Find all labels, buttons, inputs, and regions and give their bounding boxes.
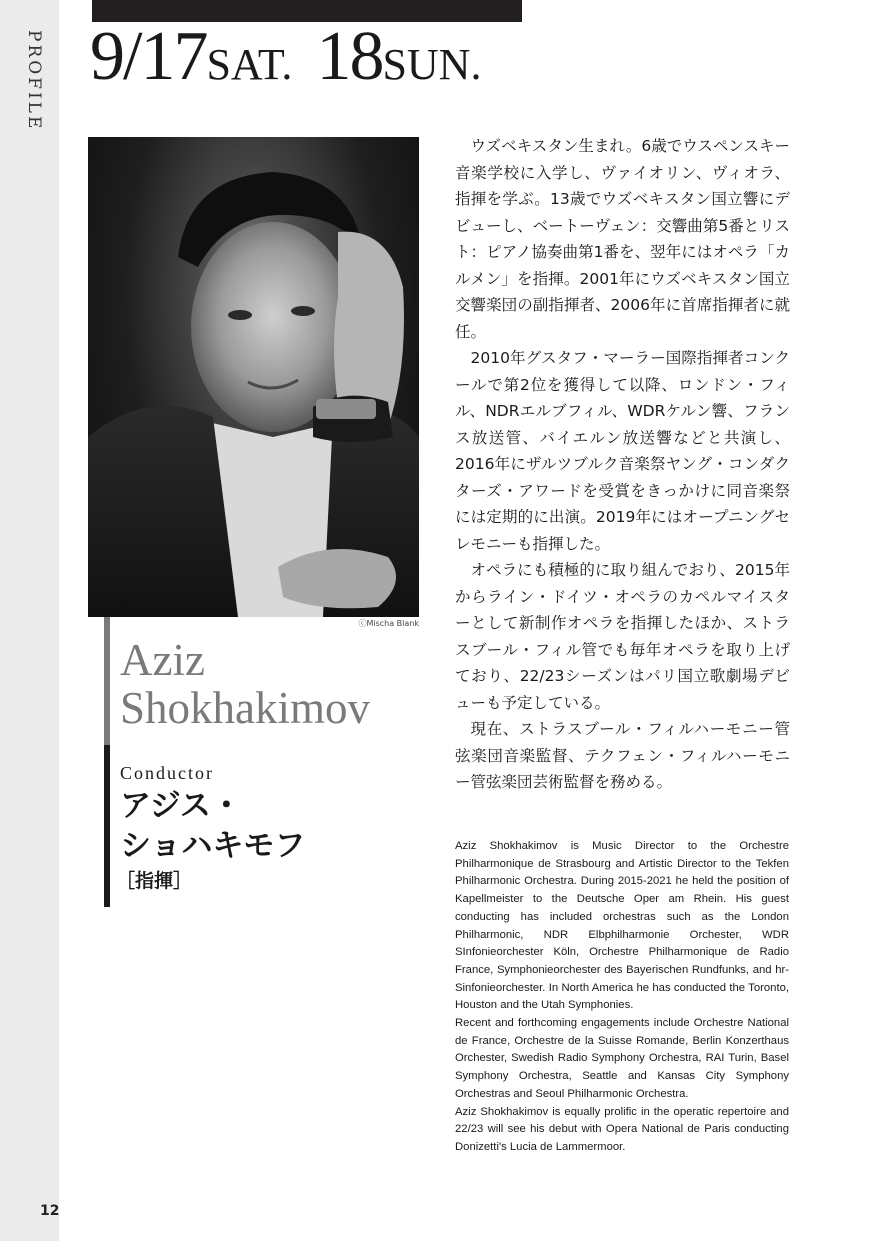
accent-bar-grey <box>104 617 110 745</box>
bio-paragraph: Aziz Shokhakimov is Music Director to the Orchestre Philharmonique de Strasbourg and Artistic Director to the Tekfen Philharmonic Orchestra. During 2015-2021 he held the position of Kapellmeister to the Deutsche Oper am Rhein. His guest conducting has included orchestras such as the London Philharmonic, NDR Elbphilharmonie Orchester, WDR SInfonieorchester Köln, Orchestre Philharmonique de Radio France, Symphonieorchester des Bayerischen Rundfunks, and hr-Sinfonieorchester. In North America he has conducted the Toronto, Houston and the Utah Symphonies. <box>455 840 789 1012</box>
bio-paragraph: オペラにも積極的に取り組んでおり、2015年からライン・ドイツ・オペラのカペルマイスターとして新制作オペラを指揮したほか、ストラスブール・フィル管でも毎年オペラを取り上げており、22/23シーズンはパリ国立歌劇場デビューも予定している。 <box>455 561 790 712</box>
artist-role-english: Conductor <box>120 763 214 783</box>
biography-english <box>455 838 789 1157</box>
day-second: SUN. <box>382 40 482 89</box>
artist-name-japanese-line2: ショハキモフ <box>120 828 306 864</box>
biography-japanese <box>455 133 790 796</box>
day-first: SAT. <box>206 40 293 89</box>
concert-dates <box>90 18 482 95</box>
date-first: 9/17 <box>90 18 207 95</box>
photo-credit: ⓒMischa Blank <box>358 619 419 628</box>
bio-paragraph: Aziz Shokhakimov is equally prolific in the operatic repertoire and 22/23 will see his debut with Opera National de Paris conducting Donizetti's Lucia de Lammermoor. <box>455 1105 789 1153</box>
bio-paragraph: 2010年グスタフ・マーラー国際指揮者コンクールで第2位を獲得して以降、ロンドン・フィル、NDRエルブフィル、WDRケルン響、フランス放送管、バイエルン放送響などと共演し、2016年にザルツブルク音楽祭ヤング・コンダクターズ・アワードを受賞をきっかけに同音楽祭には定期的に出演。2019年にはオープニングセレモニーも指揮した。 <box>455 349 790 553</box>
artist-name-english-first: Aziz <box>120 635 205 685</box>
artist-name-japanese-line1: アジス・ <box>120 788 242 824</box>
bio-paragraph: ウズベキスタン生まれ。6歳でウスペンスキー音楽学校に入学し、ヴァイオリン、ヴィオラ、指揮を学ぶ。13歳でウズベキスタン国立響にデビューし、ベートーヴェン：交響曲第5番とリスト：ピアノ協奏曲第1番を、翌年にはオペラ「カルメン」を指揮。2001年にウズベキスタン国立交響楽団の副指揮者、2006年に首席指揮者に就任。 <box>455 137 790 341</box>
bio-paragraph: 現在、ストラスブール・フィルハーモニー管弦楽団音楽監督、テクフェン・フィルハーモニー管弦楽団芸術監督を務める。 <box>455 720 790 791</box>
artist-name-english-last: Shokhakimov <box>120 683 371 733</box>
bio-paragraph: Recent and forthcoming engagements include Orchestre National de France, Orchestre de la Suisse Romande, Berlin Konzerthaus Orchester, Swedish Radio Symphony Orchestra, RAI Turin, Basel Symphony Orchestra, Seattle and Kansas City Symphony Orchestras and Seoul Philharmonic Orchestra. <box>455 1017 789 1100</box>
artist-role-japanese: ［指揮］ <box>116 870 193 892</box>
page-number: 12 <box>40 1203 60 1219</box>
accent-bar-black <box>104 745 110 907</box>
artist-name-japanese <box>120 786 305 866</box>
date-second: 18 <box>316 18 383 95</box>
section-label: PROFILE <box>24 30 44 132</box>
portrait-illustration <box>88 137 419 617</box>
artist-name-english <box>120 636 370 732</box>
side-strip <box>0 0 59 1241</box>
artist-photo <box>88 137 419 617</box>
